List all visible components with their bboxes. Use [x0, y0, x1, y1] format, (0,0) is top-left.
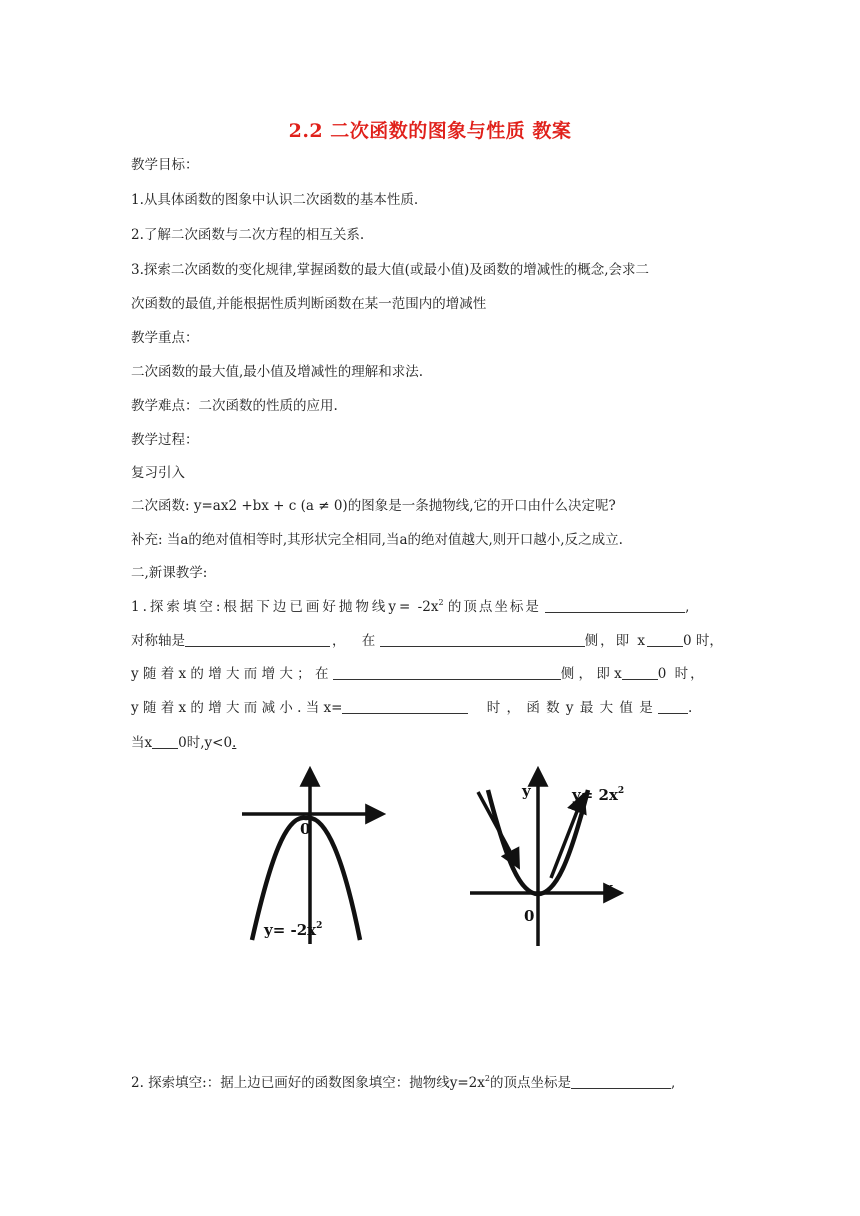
supplement-text: 补充: 当a的绝对值相等时,其形状完全相同,当a的绝对值越大,则开口越小,反之成立.: [131, 532, 623, 548]
review-question: 二次函数: y=ax2 +bx + c (a ≠ 0)的图象是一条抛物线,它的开口由什么决定呢?: [131, 498, 616, 514]
ex1-l4-text-a: y 随 着 x 的 增 大 而 减 小 . 当 x=: [131, 700, 343, 716]
ex1-l1-sup: 2: [438, 598, 444, 607]
ex1-l1-func: -2x: [417, 599, 439, 615]
right-x-axis-label: x: [604, 879, 613, 897]
ex1-l2-text-e: 0 时，: [683, 633, 723, 649]
left-function-text: y= -2x: [264, 921, 317, 939]
ex1-l5-text-a: 当x: [131, 735, 153, 751]
ex1-l4-text-b: 时 ， 函 数 y 最 大 值 是: [486, 700, 654, 716]
left-graph: [242, 770, 382, 944]
ex2-text-c: 的顶点坐标是: [489, 1075, 571, 1091]
document-title: 2.2 二次函数的图象与性质 教案: [288, 120, 572, 142]
ex1-l2-text-d: 侧，即 x: [584, 633, 647, 649]
right-function-text: y= 2x: [572, 786, 618, 804]
ex2-vertex-blank[interactable]: [571, 1074, 671, 1089]
left-origin-label: 0: [300, 820, 311, 838]
ex1-l5-text-c: .: [232, 735, 237, 751]
ex1-l3-text-b: 侧 ， 即 x: [560, 666, 622, 682]
difficulty-text: 教学难点：二次函数的性质的应用.: [131, 398, 338, 414]
objectives-heading: 教学目标：: [131, 157, 199, 173]
ex1-l4-text-c: .: [688, 700, 693, 716]
ex1-l1-end: ,: [685, 599, 690, 615]
ex1-l3-text-c: 0 时，: [657, 666, 706, 682]
right-y-axis-label: y: [522, 782, 531, 800]
objective-2: 2.了解二次函数与二次方程的相互关系.: [131, 227, 365, 243]
ex1-l2-text-b: ，: [332, 633, 346, 649]
left-function-label: [263, 921, 322, 939]
right-function-label: [571, 786, 624, 804]
ex1-l2-text-c: 在: [361, 633, 376, 649]
ex2-text-a: 2. 探索填空:：据上边已画好的函数图象填空：抛物线y=: [131, 1075, 469, 1091]
objective-3-line-b: 次函数的最值,并能根据性质判断函数在某一范围内的增减性: [131, 296, 487, 312]
key-points-heading: 教学重点：: [131, 330, 199, 346]
process-heading: 教学过程：: [131, 432, 199, 448]
ex2-func: 2x: [468, 1075, 485, 1091]
objective-3-line-a: 3.探索二次函数的变化规律,掌握函数的最大值(或最小值)及函数的增减性的概念,会求二: [131, 262, 649, 278]
right-function-sup: 2: [617, 786, 625, 796]
new-lesson-heading: 二,新课教学:: [131, 565, 208, 581]
decreasing-arrow: [478, 792, 518, 866]
ex2-sup: 2: [484, 1074, 490, 1083]
ex1-l3-text-a: y 随 着 x 的 增 大 而 增 大 ； 在: [131, 666, 329, 682]
objective-1: 1.从具体函数的图象中认识二次函数的基本性质.: [131, 192, 419, 208]
left-function-sup: 2: [316, 921, 323, 931]
right-graph: [470, 770, 624, 946]
increasing-arrow: [551, 796, 583, 878]
exercise2-content: [131, 1074, 675, 1092]
key-points-text: 二次函数的最大值,最小值及增减性的理解和求法.: [131, 364, 424, 380]
ex1-l1-text-c: 的顶点坐标是: [447, 599, 541, 615]
ex1-l1-text-a: 1.探索填空:根据下边已画好抛物线y=: [131, 599, 414, 615]
exercise2-line: [131, 1074, 727, 1092]
right-origin-label: 0: [524, 907, 535, 925]
review-heading: 复习引入: [131, 465, 185, 481]
ex1-l2-text-a: 对称轴是: [131, 633, 185, 649]
ex2-end: ,: [670, 1075, 676, 1091]
ex1-l5-text-b: 0时,y<0: [178, 735, 233, 751]
